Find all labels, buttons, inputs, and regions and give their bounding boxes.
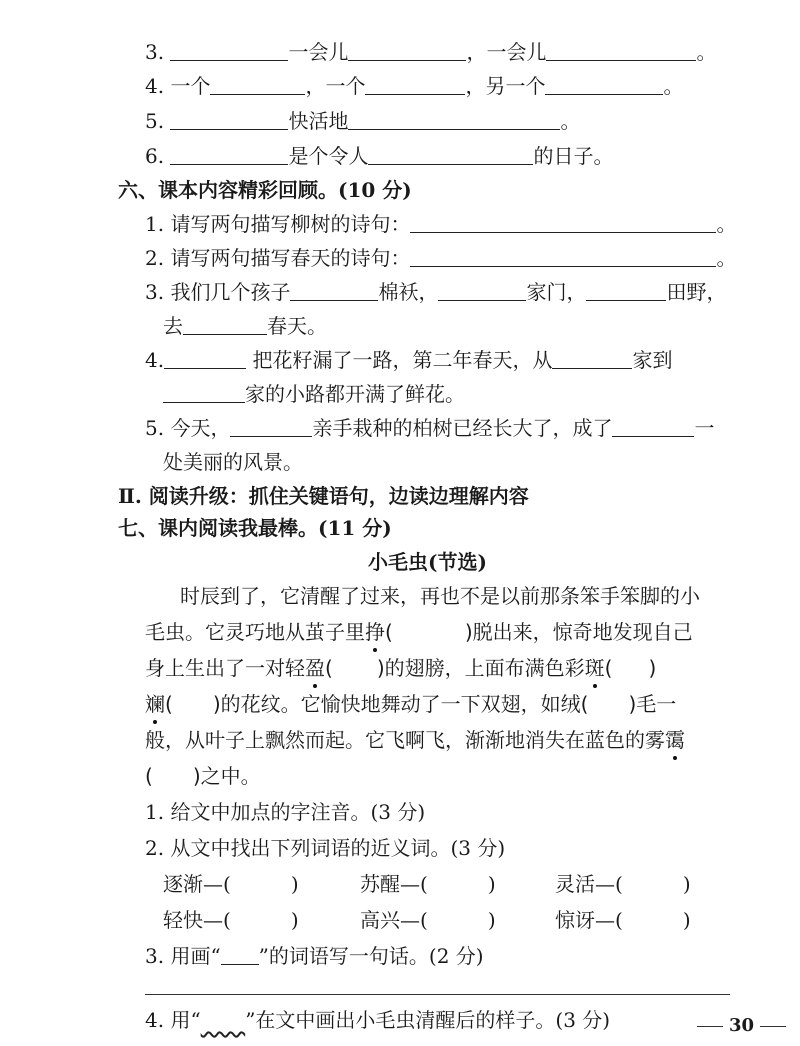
s7-q4: 4. 用“ ”在文中画出小毛虫清醒后的样子。(3 分) [145,1008,611,1032]
s6-q1: 1. 请写两句描写柳树的诗句： 。 [145,212,737,236]
section-6-title: 六、课本内容精彩回顾。(10 分) [118,178,412,202]
part-2-title: Ⅱ. 阅读升级：抓住关键语句，边读边理解内容 [118,484,529,508]
s6-q4-cont: 家的小路都开满了鲜花。 [163,380,465,408]
blank[interactable] [368,142,533,165]
blank[interactable] [348,38,466,61]
wavy-line-sample [201,1008,246,1032]
passage-line-1: 时辰到了，它清醒了过来，再也不是以前那条笨手笨脚的小 [180,584,700,608]
blank[interactable] [438,278,526,301]
s5-q6: 6. 是个令人 的日子。 [145,144,614,168]
s7-q3: 3. 用画“ ”的词语写一句话。(2 分) [145,944,484,968]
blank[interactable] [410,244,716,267]
blank[interactable] [170,38,288,61]
blank[interactable] [612,414,694,437]
blank[interactable] [163,380,245,403]
blank[interactable] [586,278,666,301]
blank[interactable] [546,38,696,61]
passage-line-6: ( )之中。 [145,764,261,788]
page-number: 30 [691,1015,792,1036]
blank[interactable] [164,346,246,369]
syn-5[interactable]: 高兴—( ) [360,908,496,932]
passage-line-4: 斓( )的花纹。它愉快地舞动了一下双翅，如绒( )毛一 [145,692,677,716]
s7-q1: 1. 给文中加点的字注音。(3 分) [145,800,426,824]
syn-1[interactable]: 逐渐—( ) [163,872,299,896]
s5-q3: 3. 一会儿 ，一会儿 。 [145,40,717,64]
blank[interactable] [410,210,716,233]
blank[interactable] [348,107,560,130]
blank[interactable] [230,414,312,437]
syn-6[interactable]: 惊讶—( ) [555,908,691,932]
passage-line-2: 毛虫。它灵巧地从茧子里挣( )脱出来，惊奇地发现自己 [145,620,693,644]
blank[interactable] [170,142,288,165]
blank[interactable] [183,312,267,335]
blank[interactable] [365,72,465,95]
blank[interactable] [545,72,663,95]
blank[interactable] [290,278,378,301]
syn-4[interactable]: 轻快—( ) [163,908,299,932]
s5-q5: 5. 快活地 。 [145,109,581,133]
s5-q4: 4. 一个 ，一个 ，另一个 。 [145,74,684,98]
s6-q4: 4. 把花籽漏了一路，第二年春天，从 家到 [145,348,673,372]
passage-line-5: 般，从叶子上飘然而起。它飞啊飞，渐渐地消失在蓝色的雾霭 [145,728,685,752]
underline-sample [221,942,259,965]
passage-title: 小毛虫(节选) [368,550,487,574]
s6-q5: 5. 今天， 亲手栽种的柏树已经长大了，成了 一 [145,416,715,440]
blank[interactable] [552,346,632,369]
s6-q5-cont: 处美丽的风景。 [163,450,303,474]
s6-q3: 3. 我们几个孩子 棉袄， 家门， 田野， [145,280,727,304]
blank[interactable] [170,107,288,130]
s6-q2: 2. 请写两句描写春天的诗句： 。 [145,246,737,270]
section-7-title: 七、课内阅读我最棒。(11 分) [118,516,392,540]
s6-q3-cont: 去 春天。 [163,314,327,338]
syn-2[interactable]: 苏醒—( ) [360,872,496,896]
blank[interactable] [210,72,305,95]
syn-3[interactable]: 灵活—( ) [555,872,691,896]
answer-line[interactable] [145,994,730,995]
passage-line-3: 身上生出了一对轻盈( )的翅膀，上面布满色彩斑( ) [145,656,657,680]
s7-q2: 2. 从文中找出下列词语的近义词。(3 分) [145,836,506,860]
